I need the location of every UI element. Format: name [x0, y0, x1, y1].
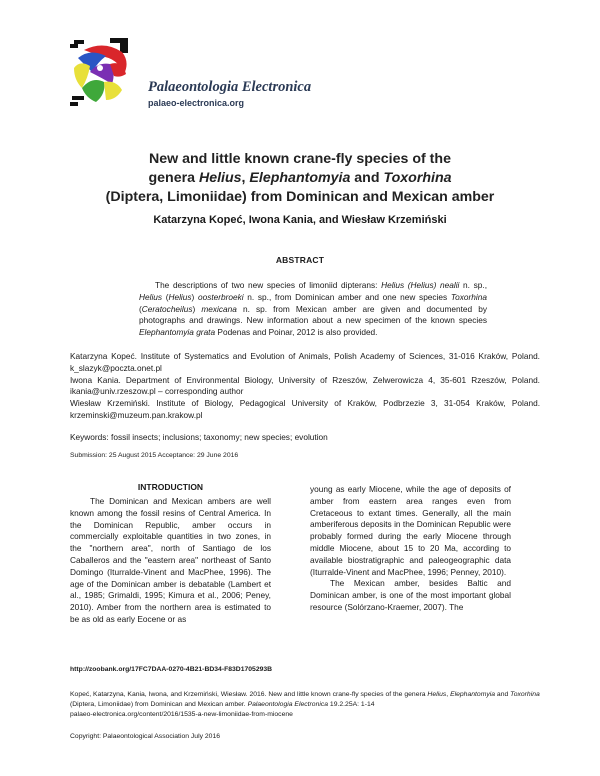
title-line-2: genera Helius, Elephantomyia and Toxorhina [148, 170, 452, 186]
authors: Katarzyna Kopeć, Iwona Kania, and Wiesław Krzemiński [153, 214, 447, 226]
affiliation-item: Katarzyna Kopeć. Institute of Systematics and Evolution of Animals, Polish Academy of Sciences, 31-016 Kraków, Poland. k_slazyk@poczta.onet.pl [70, 351, 540, 373]
introduction-column-2 [310, 484, 511, 614]
title-line-3: (Diptera, Limoniidae) from Dominican and Mexican amber [105, 189, 495, 205]
journal-url[interactable]: palaeo-electronica.org [148, 98, 245, 108]
paragraph: young as early Miocene, while the age of deposits of amber from eastern area ranges even from Cretaceous to extant times. Generally, all the main amberiferous deposits in the Dominican Republic were probably formed during the early Miocene through middle Miocene, about 15 to 20 Ma, according to available biostratigraphic and paleogeographic data (Iturralde-Vinent and MacPhee, 1996; Penney, 2010). [310, 484, 511, 577]
citation: Kopeć, Katarzyna, Kania, Iwona, and Krzemiński, Wiesław. 2016. New and little known crane-fly species of the genera Helius, Elephantomyia and Toxorhina (Diptera, Limoniidae) from Dominican and Mexican amber. Palaeontologia Electronica 19.2.25A: 1-14 palaeo-electronica.org/content/2016/1535-a-new-limoniidae-from-miocene [70, 691, 540, 718]
affiliation-item: Iwona Kania. Department of Environmental Biology, University of Rzeszów, Zelwerowicza 4, 35-601 Rzeszów, Poland. ikania@univ.rzeszow.pl – corresponding author [70, 374, 540, 397]
journal-name: Palaeontologia Electronica [148, 79, 312, 95]
palaeontologia-electronica-logo-icon [70, 38, 132, 108]
paragraph: The Mexican amber, besides Baltic and Dominican amber, is one of the most important global resource (Solórzano-Kraemer, 2007). The [310, 578, 511, 612]
article-title [60, 150, 540, 207]
submission-dates: Submission: 25 August 2015 Acceptance: 29 June 2016 [70, 452, 239, 459]
affiliation-item: Wiesław Krzemiński. Institute of Biology, Pedagogical University of Kraków, Podbrzezie 3, 31-054 Kraków, Poland. krzeminski@muzeum.pan.krakow.pl [70, 398, 540, 420]
zoobank-link[interactable]: http://zoobank.org/17FC7DAA-0270-4B21-BD34-F83D1705293B [70, 666, 273, 673]
citation-url[interactable]: palaeo-electronica.org/content/2016/1535-a-new-limoniidae-from-miocene [70, 710, 293, 718]
introduction-column-1: The Dominican and Mexican ambers are well known among the fossil resins of Central America. In the Dominican Republic, amber occurs in commercially exploitable quantities in two zones, in the "northern area", north of Santiago de los Caballeros and the "eastern area" northeast of Santo Domingo (Iturralde-Vinent and MacPhee, 1996). The age of the Dominican amber is debatable (Lambert et al., 1985; Grimaldi, 1995; Kimura et al., 2006; Peney, 2010). Amber from the northern area is estimated to be as old as early Eocene or as [70, 496, 271, 624]
abstract-text: The descriptions of two new species of limoniid dipterans: Helius (Helius) nealii n. sp., Helius (Helius) oosterbroeki n. sp., from Dominican amber and one new species Toxorhina (Ceratocheilus) mexicana n. sp. from Mexican amber are given and documented by photographs and drawings. New information about a new specimen of the known species Elephantomyia grata Podenas and Poinar, 2012 is also provided. [139, 280, 487, 338]
author-affiliations [70, 351, 540, 422]
keywords: Keywords: fossil insects; inclusions; taxonomy; new species; evolution [70, 432, 328, 442]
abstract-heading: ABSTRACT [275, 255, 325, 265]
introduction-heading: INTRODUCTION [137, 482, 204, 492]
copyright: Copyright: Palaeontological Association July 2016 [70, 733, 221, 740]
title-line-1: New and little known crane-fly species of the [149, 151, 451, 167]
